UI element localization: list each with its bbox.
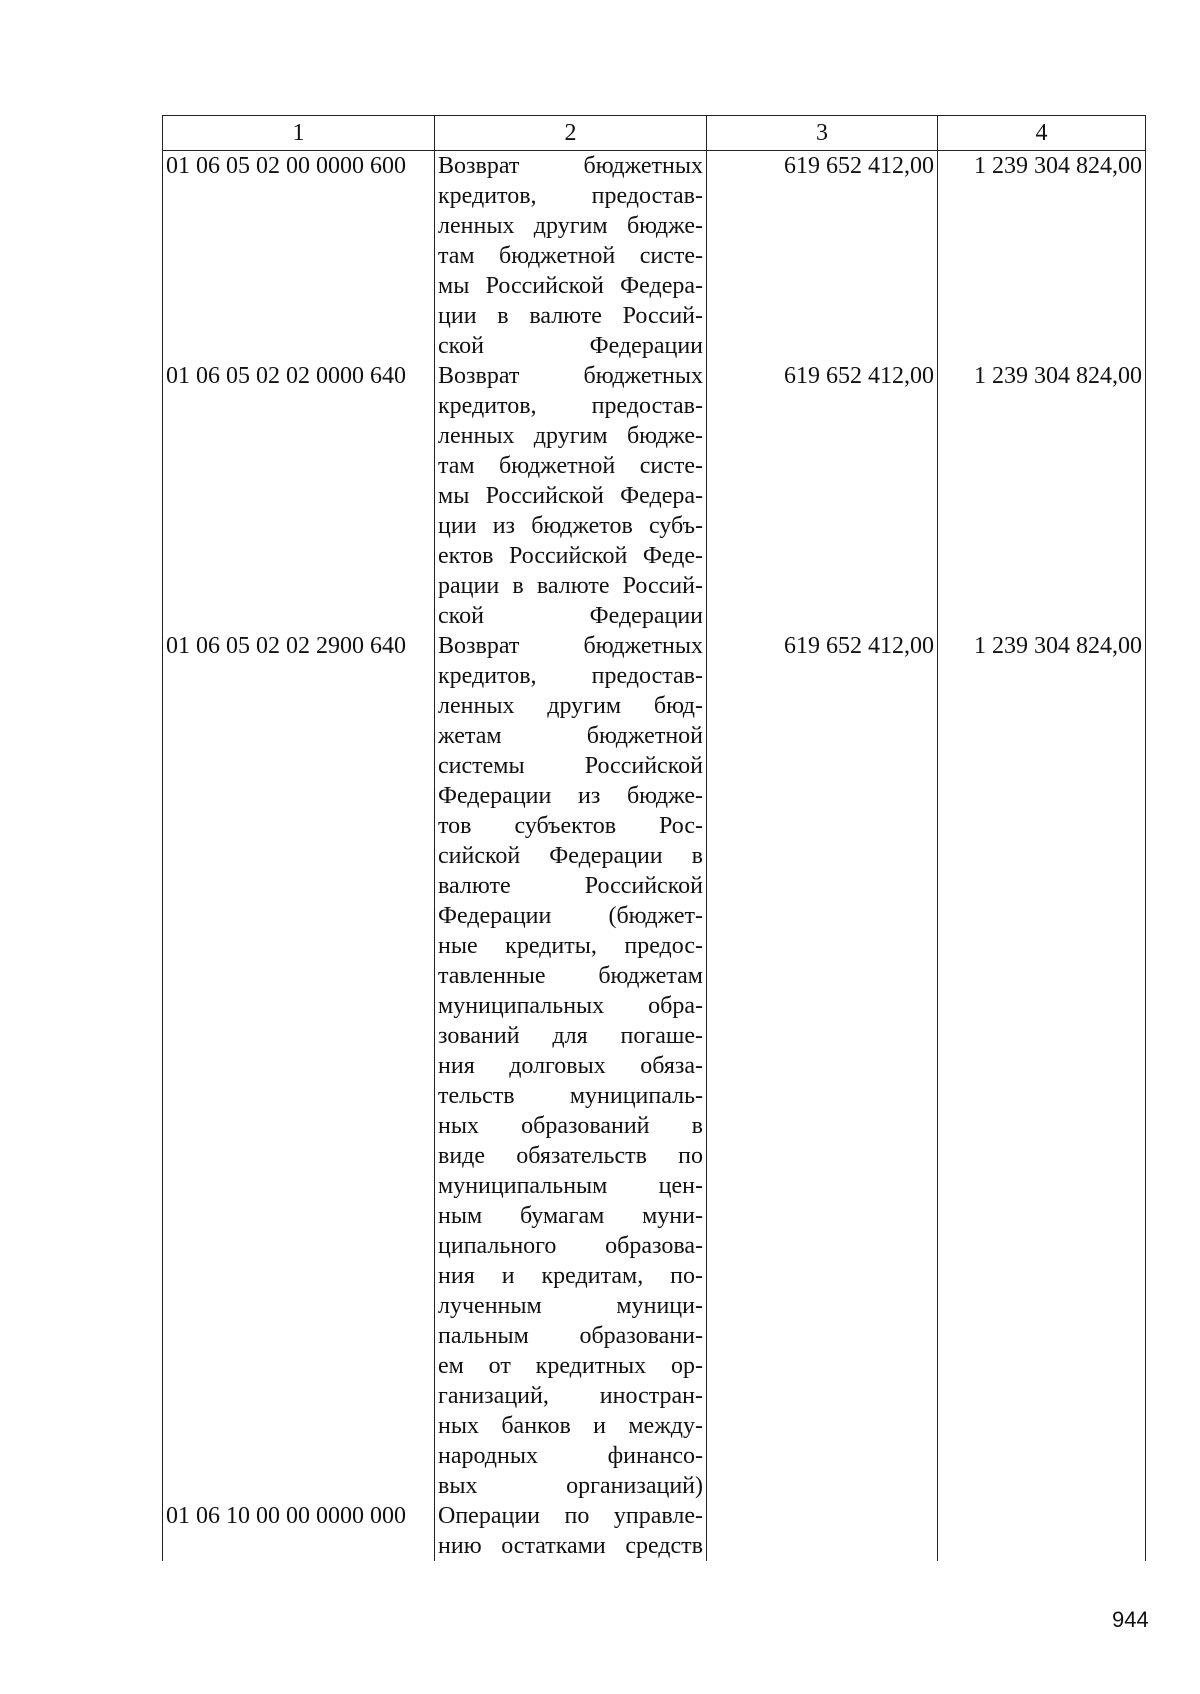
amount-col-3: 619 652 412,00 — [707, 631, 938, 1501]
description-line: рации в валюте Россий- — [438, 573, 703, 599]
description-line: муниципальных обра- — [438, 993, 703, 1019]
description-line: ленных другим бюд- — [438, 693, 703, 719]
description-line: мы Российской Федера- — [438, 483, 703, 509]
budget-code: 01 06 10 00 00 0000 000 — [163, 1501, 435, 1561]
description-line: народных финансо- — [438, 1443, 703, 1469]
description-line: кредитов, предостав- — [438, 183, 703, 209]
description-line: валюте Российской — [438, 873, 703, 899]
description-line: ных образований в — [438, 1113, 703, 1139]
description-line: ципального образова- — [438, 1233, 703, 1259]
description-line: ции из бюджетов субъ- — [438, 513, 703, 539]
amount-col-4: 1 239 304 824,00 — [938, 631, 1146, 1501]
description-line: Возврат бюджетных — [438, 153, 703, 179]
description-line: сийской Федерации в — [438, 843, 703, 869]
description-line: Возврат бюджетных — [438, 363, 703, 389]
description-line: муниципальным цен- — [438, 1173, 703, 1199]
description-line: ем от кредитных ор- — [438, 1353, 703, 1379]
item-description — [435, 151, 707, 362]
description-line: мы Российской Федера- — [438, 273, 703, 299]
description-line: тельств муниципаль- — [438, 1083, 703, 1109]
amount-col-3 — [707, 1501, 938, 1561]
column-header-2: 2 — [435, 116, 707, 151]
amount-col-3: 619 652 412,00 — [707, 151, 938, 362]
budget-code: 01 06 05 02 02 0000 640 — [163, 361, 435, 631]
description-line: тов субъектов Рос- — [438, 813, 703, 839]
description-line: ленных другим бюдже- — [438, 423, 703, 449]
table-row — [163, 361, 1146, 631]
description-line: ектов Российской Феде- — [438, 543, 703, 569]
column-header-1: 1 — [163, 116, 435, 151]
item-description — [435, 361, 707, 631]
description-line: Возврат бюджетных — [438, 633, 703, 659]
description-line: виде обязательств по — [438, 1143, 703, 1169]
description-line: вых организаций) — [438, 1473, 703, 1499]
description-line: системы Российской — [438, 753, 703, 779]
description-line: ской Федерации — [438, 333, 703, 359]
description-line: кредитов, предостав- — [438, 663, 703, 689]
amount-col-4 — [938, 1501, 1146, 1561]
description-line: там бюджетной систе- — [438, 243, 703, 269]
column-header-4: 4 — [938, 116, 1146, 151]
column-header-3: 3 — [707, 116, 938, 151]
description-line: Федерации из бюдже- — [438, 783, 703, 809]
description-line: жетам бюджетной — [438, 723, 703, 749]
description-line: ции в валюте Россий- — [438, 303, 703, 329]
description-line: ской Федерации — [438, 603, 703, 629]
header-row — [163, 116, 1146, 151]
description-line: ганизаций, иностран- — [438, 1383, 703, 1409]
budget-table — [162, 115, 1146, 1561]
item-description — [435, 631, 707, 1501]
description-line: Операции по управле- — [438, 1503, 703, 1529]
description-line: ния долговых обяза- — [438, 1053, 703, 1079]
item-description — [435, 1501, 707, 1561]
amount-col-4: 1 239 304 824,00 — [938, 361, 1146, 631]
description-line: там бюджетной систе- — [438, 453, 703, 479]
description-line: ния и кредитам, по- — [438, 1263, 703, 1289]
description-line: ным бумагам муни- — [438, 1203, 703, 1229]
description-line: ленных другим бюдже- — [438, 213, 703, 239]
budget-code: 01 06 05 02 02 2900 640 — [163, 631, 435, 1501]
amount-col-3: 619 652 412,00 — [707, 361, 938, 631]
description-line: Федерации (бюджет- — [438, 903, 703, 929]
budget-code: 01 06 05 02 00 0000 600 — [163, 151, 435, 362]
description-line: зований для погаше- — [438, 1023, 703, 1049]
page-number: 944 — [1112, 1607, 1149, 1632]
description-line: кредитов, предостав- — [438, 393, 703, 419]
description-line: ных банков и между- — [438, 1413, 703, 1439]
table-row — [163, 1501, 1146, 1561]
table-row — [163, 631, 1146, 1501]
description-line: тавленные бюджетам — [438, 963, 703, 989]
description-line: нию остатками средств — [438, 1533, 703, 1559]
table-row — [163, 151, 1146, 362]
description-line: ные кредиты, предос- — [438, 933, 703, 959]
description-line: пальным образовани- — [438, 1323, 703, 1349]
amount-col-4: 1 239 304 824,00 — [938, 151, 1146, 362]
description-line: лученным муници- — [438, 1293, 703, 1319]
